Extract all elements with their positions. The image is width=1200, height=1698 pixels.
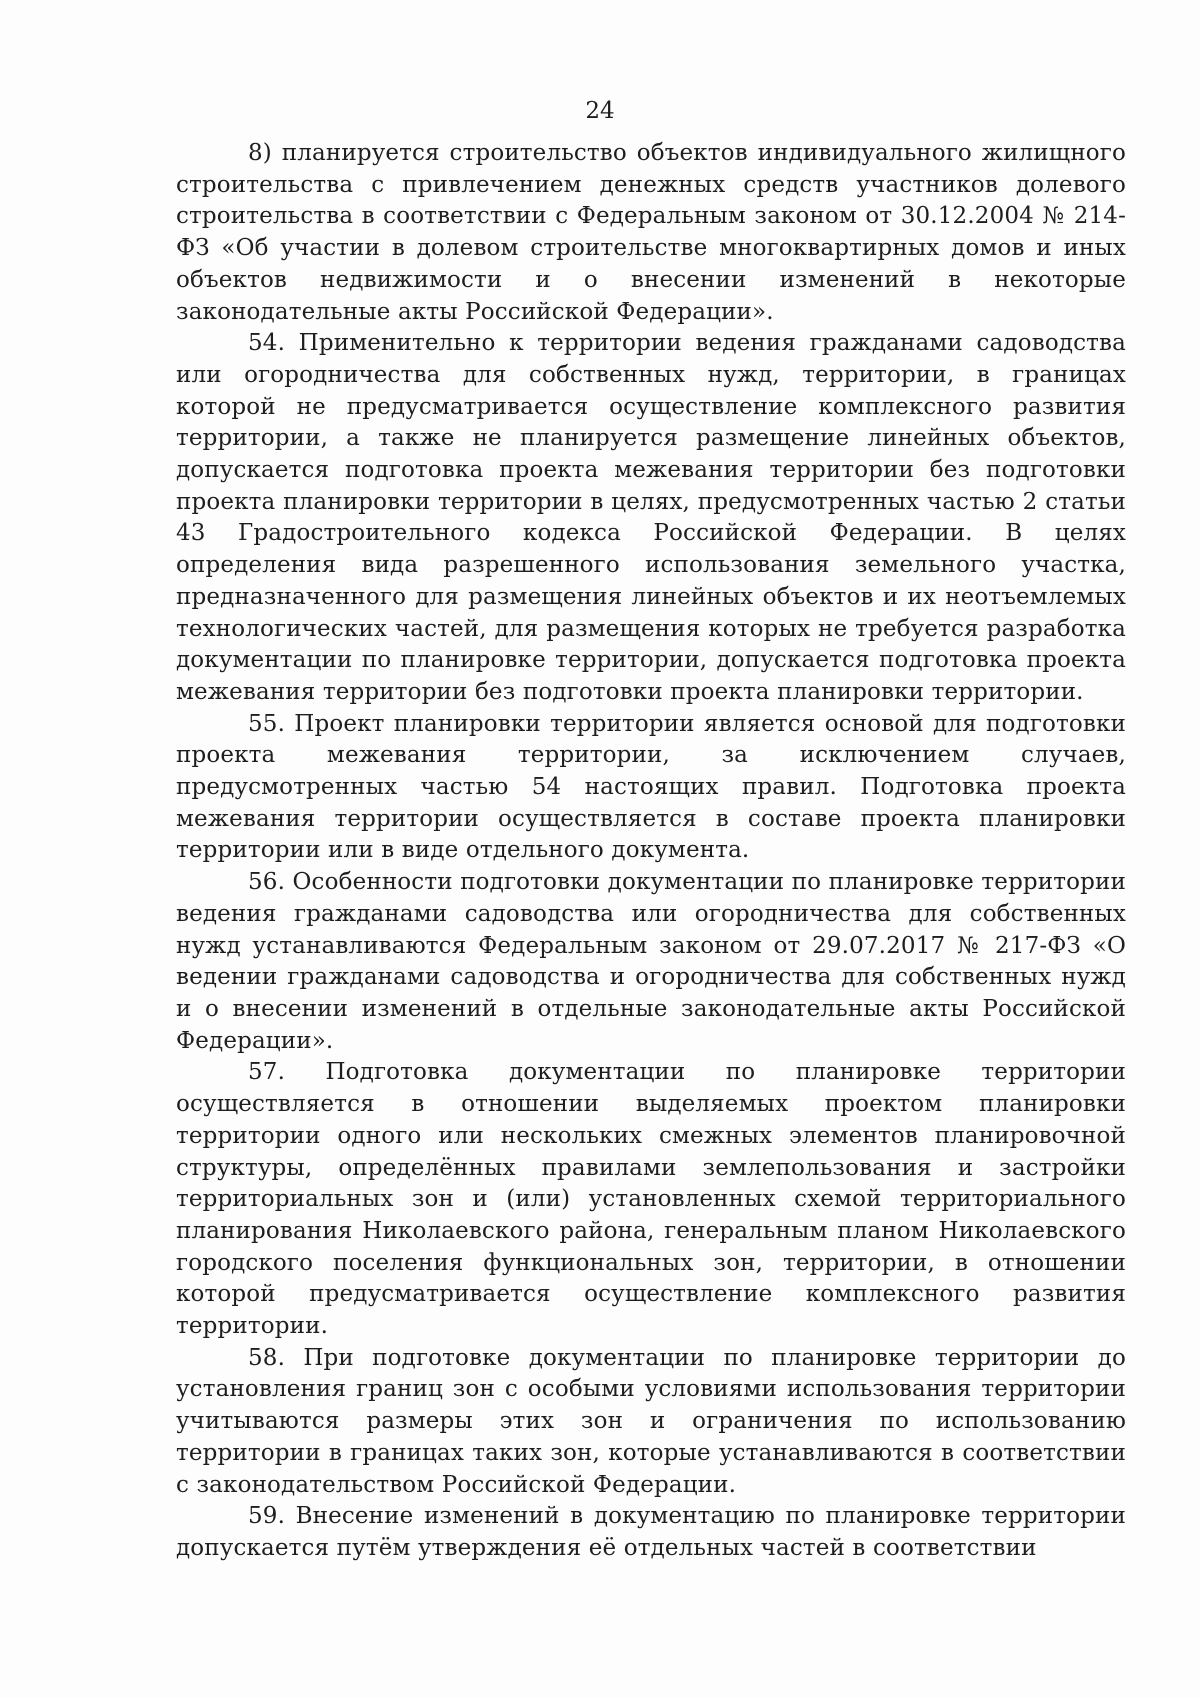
paragraph-59: 59. Внесение изменений в документацию по планировке территории допускается путём утверждения её отдельных частей в соответствии	[176, 1503, 1126, 1561]
paragraph-55: 55. Проект планировки территории является основой для подготовки проекта межевания территории, за исключением случаев, предусмотренных частью 54 настоящих правил. Подготовка проекта межевания территории осуществляется в составе проекта планировки территории или в виде отдельного документа.	[176, 710, 1126, 864]
paragraph-58: 58. При подготовке документации по планировке территории до установления границ зон с особыми условиями использования территории учитываются размеры этих зон и ограничения по использованию территории в границах таких зон, которые устанавливаются в соответствии с законодательством Российской Федерации.	[176, 1344, 1126, 1498]
paragraph-item-8: 8) планируется строительство объектов индивидуального жилищного строительства с привлечением денежных средств участников долевого строительства в соответствии с Федеральным законом от 30.12.2004 № 214-ФЗ «Об участии в долевом строительстве многоквартирных домов и иных объектов недвижимости и о внесении изменений в некоторые законодательные акты Российской Федерации».	[176, 140, 1126, 325]
page-number: 24	[585, 98, 615, 124]
paragraph-54: 54. Применительно к территории ведения гражданами садоводства или огородничества для собственных нужд, территории, в границах которой не предусматривается осуществление комплексного развития территории, а также не планируется размещение линейных объектов, допускается подготовка проекта межевания территории без подготовки проекта планировки территории в целях, предусмотренных частью 2 статьи 43 Градостроительного кодекса Российской Федерации. В целях определения вида разрешенного использования земельного участка, предназначенного для размещения линейных объектов и их неотъемлемых технологических частей, для размещения которых не требуется разработка документации по планировке территории, допускается подготовка проекта межевания территории без подготовки проекта планировки территории.	[176, 330, 1126, 705]
document-body	[176, 138, 1126, 1565]
paragraph-57: 57. Подготовка документации по планировке территории осуществляется в отношении выделяемых проектом планировки территории одного или нескольких смежных элементов планировочной структуры, определённых правилами землепользования и застройки территориальных зон и (или) установленных схемой территориального планирования Николаевского района, генеральным планом Николаевского городского поселения функциональных зон, территории, в отношении которой предусматривается осуществление комплексного развития территории.	[176, 1059, 1126, 1340]
paragraph-56: 56. Особенности подготовки документации по планировке территории ведения гражданами садоводства или огородничества для собственных нужд устанавливаются Федеральным законом от 29.07.2017 № 217-ФЗ «О ведении гражданами садоводства и огородничества для собственных нужд и о внесении изменений в отдельные законодательные акты Российской Федерации».	[176, 869, 1126, 1054]
